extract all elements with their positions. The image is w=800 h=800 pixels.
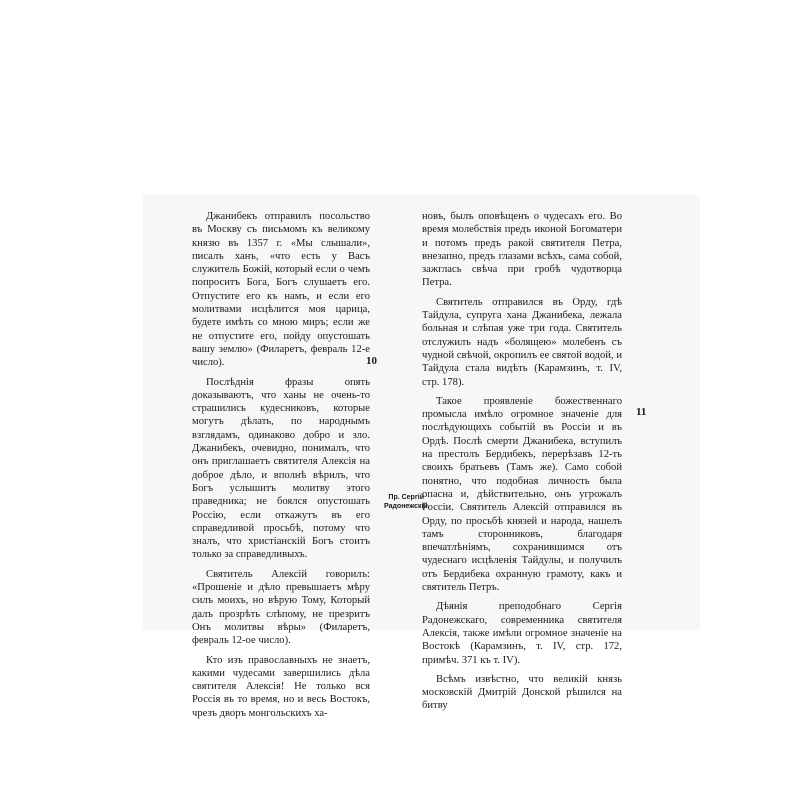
page-number-right: 11 bbox=[636, 406, 647, 418]
paragraph: Дѣянія преподобнаго Сергія Радонежскаго, современника святителя Алексія, также имѣли огромное значеніе на Востокѣ (Карамзинъ, т. IV, стр. 172, примѣч. 371 къ т. IV). bbox=[422, 601, 622, 666]
paragraph: Всѣмъ извѣстно, что великій князь московскій Дмитрій Донской рѣшился на битву bbox=[422, 673, 622, 712]
paragraph: Джанибекъ отправилъ посольство въ Москву съ письмомъ къ великому князю въ 1357 г. «Мы слышали», писалъ ханъ, «что есть у Васъ служитель Божій, который если о чемъ попроситъ Бога, Богъ слушаетъ его. Отпустите его къ намъ, и если его молитвами исцѣлится моя царица, будете имѣть со мною миръ; если же не отпустите его, пойду опустошать вашу землю» (Филаретъ, февраль 12-е число). bbox=[192, 211, 370, 369]
right-page bbox=[422, 210, 622, 719]
paragraph: Кто изъ православныхъ не знаетъ, какими чудесами завершились дѣла святителя Алексія! Не только вся Россія въ то время, но и весь Востокъ, чрезъ дворъ монгольскихъ ха- bbox=[192, 654, 370, 719]
paragraph: Святитель отправился въ Орду, гдѣ Тайдула, супруга хана Джанибека, лежала больная и слѣпая уже три года. Святитель отслужилъ надъ «болящею» молебенъ съ чудной свѣчой, окропилъ ее святой водой, и Тайдула стала видѣть (Карамзинъ, т. IV, стр. 178). bbox=[422, 296, 622, 388]
left-page bbox=[192, 210, 370, 726]
margin-note: Пр. Сергій Радонежскій. bbox=[384, 494, 430, 510]
paragraph: Такое проявленіе божественнаго промысла имѣло огромное значеніе для послѣдующихъ событій въ Россіи и въ Ордѣ. Послѣ смерти Джанибека, вступилъ на престолъ Бердибекъ, перерѣзавъ 12-ть своихъ братьевъ (Тамъ же). Само собой понятно, что подобная личность была опасна и, дѣйствительно, онъ угрожалъ Россіи. Святитель Алексій отправился въ Орду, по просьбѣ князей и народа, нашелъ тамъ сторонниковъ, благодаря впечатлѣніямъ, сохранившимся отъ чудеснаго исцѣленія Тайдулы, и получилъ отъ Бердибека охранную грамоту, какъ и святитель Петръ. bbox=[422, 395, 622, 594]
paragraph: новъ, былъ оповѣщенъ о чудесахъ его. Во время молебствія предъ иконой Богоматери и потомъ предъ ракой святителя Петра, внезапно, предъ глазами всѣхъ, сама собой, зажглась свѣча при гробѣ чудотворца Петра. bbox=[422, 211, 622, 289]
page-number-left: 10 bbox=[366, 355, 377, 367]
paragraph: Святитель Алексій говорилъ: «Прошеніе и дѣло превышаетъ мѣру силъ моихъ, но вѣрую Тому, Который далъ прозрѣть слѣпому, не презритъ Онъ молитвы вѣры» (Филаретъ, февраль 12-ое число). bbox=[192, 568, 370, 647]
paragraph: Послѣднія фразы опять доказываютъ, что ханы не очень-то страшились кудесниковъ, которые могутъ дѣлать, по народнымъ взглядамъ, одинаково добро и зло. Джанибекъ, очевидно, понималъ, что онъ приглашаетъ святителя Алексія на доброе дѣло, и вполнѣ вѣрилъ, что Богъ услышитъ молитву этого праведника; не боялся опустошать Россію, если откажутъ въ его справедливой просьбѣ, потому что зналъ, что христіанскій Богъ стоитъ только за справедливыхъ. bbox=[192, 376, 370, 561]
